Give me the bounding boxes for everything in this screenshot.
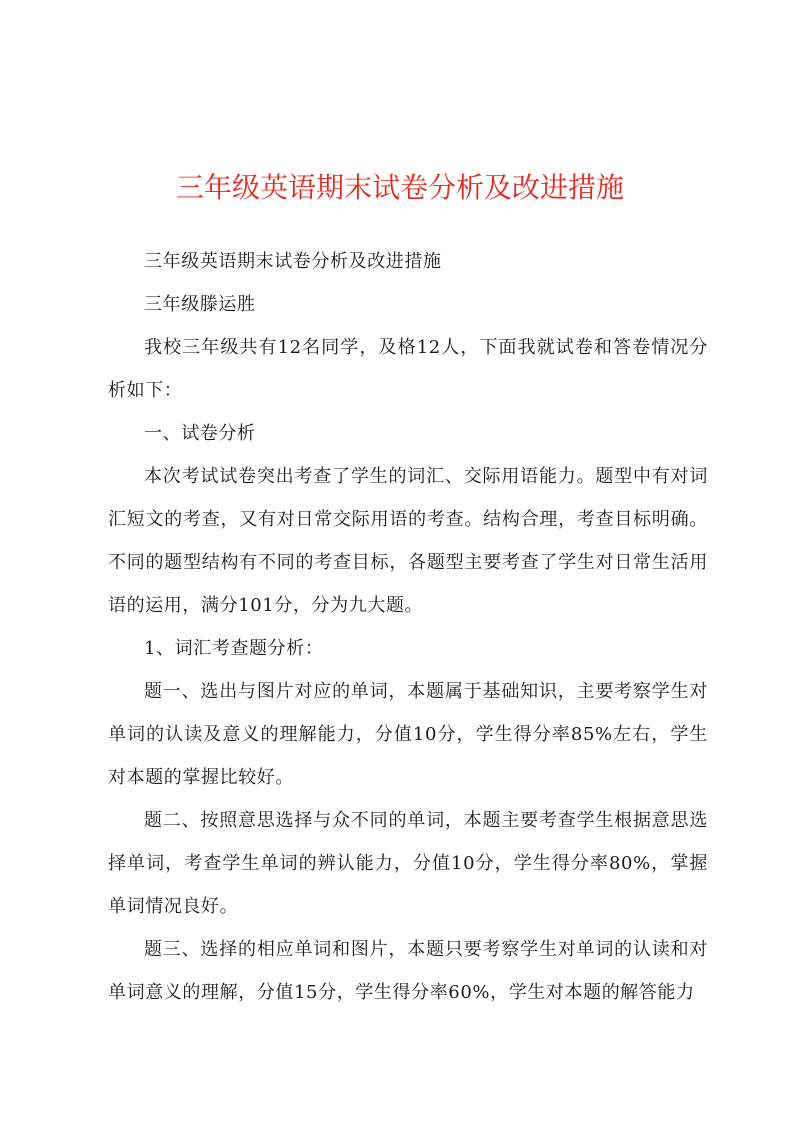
- paragraph-question-two: 题二、按照意思选择与众不同的单词，本题主要考查学生根据意思选择单词，考查学生单词的辨认能力，分值10分，学生得分率80%，掌握单词情况良好。: [108, 810, 708, 917]
- paragraph-question-one: 题一、选出与图片对应的单词，本题属于基础知识，主要考察学生对单词的认读及意义的理解能力，分值10分，学生得分率85%左右，学生对本题的掌握比较好。: [108, 681, 708, 788]
- paragraph-question-three: 题三、选择的相应单词和图片，本题只要考察学生对单词的认读和对单词意义的理解，分值15分，学生得分率60%，学生对本题的解答能力: [108, 939, 708, 1003]
- section-heading-paper-analysis: 一、试卷分析: [144, 423, 256, 444]
- paragraph-intro: 我校三年级共有12名同学，及格12人，下面我就试卷和答卷情况分析如下：: [108, 337, 708, 401]
- paragraph-paper-overview: 本次考试试卷突出考查了学生的词汇、交际用语能力。题型中有对词汇短文的考查，又有对日常交际用语的考查。结构合理，考查目标明确。不同的题型结构有不同的考查目标，各题型主要考查了学生对日常生活用语的运用，满分101分，分为九大题。: [108, 466, 708, 616]
- subsection-heading-vocabulary: 1、词汇考查题分析：: [144, 638, 324, 659]
- paragraph-heading-repeat: 三年级英语期末试卷分析及改进措施: [144, 251, 442, 272]
- document-title: 三年级英语期末试卷分析及改进措施: [175, 171, 624, 204]
- document-body: [108, 240, 708, 1014]
- paragraph-author: 三年级滕运胜: [144, 294, 256, 315]
